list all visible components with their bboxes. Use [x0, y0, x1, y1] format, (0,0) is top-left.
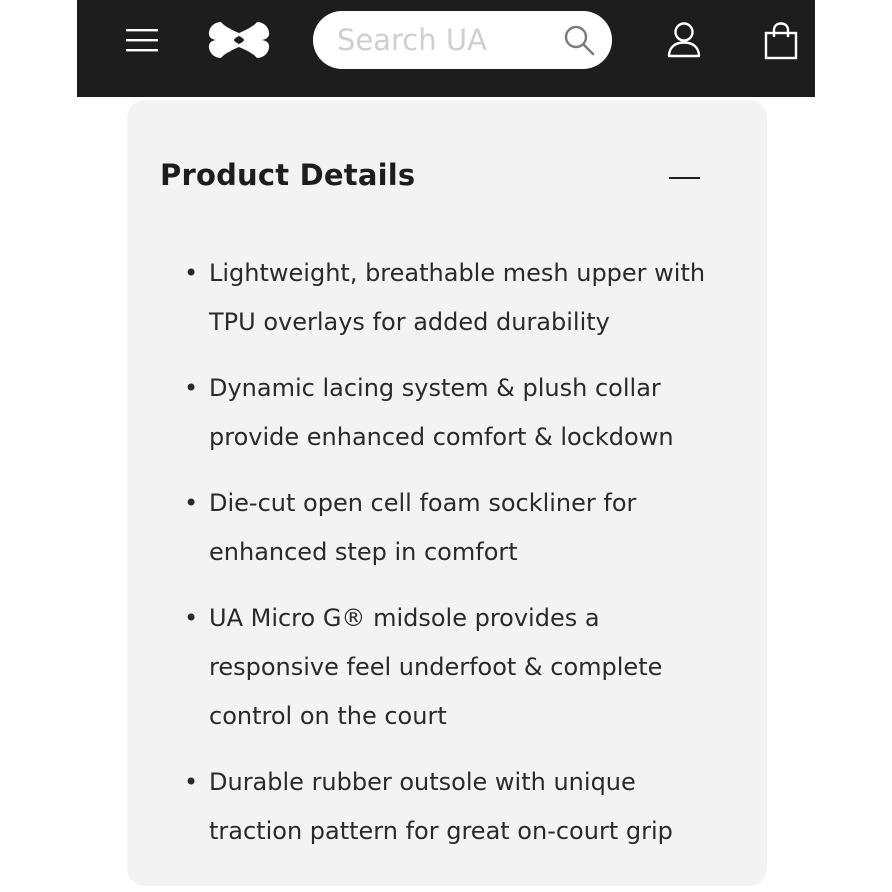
hamburger-menu-icon[interactable] — [124, 24, 162, 56]
product-details-title: Product Details — [160, 158, 416, 192]
feature-text: Durable rubber outsole with unique traction pattern for great on-court grip — [209, 768, 673, 845]
feature-text: Lightweight, breathable mesh upper with TPU overlays for added durability — [209, 259, 706, 336]
list-item — [184, 758, 744, 856]
shopping-bag-icon[interactable] — [763, 21, 799, 61]
list-item — [184, 364, 744, 462]
user-account-icon[interactable] — [664, 20, 704, 60]
feature-text: Dynamic lacing system & plush collar provide enhanced comfort & lockdown — [209, 374, 674, 451]
bullet-dot: • — [184, 768, 199, 796]
bullet-dot: • — [184, 604, 199, 632]
search-input[interactable] — [337, 20, 547, 60]
bullet-dot: • — [184, 259, 199, 287]
under-armour-logo[interactable] — [206, 20, 272, 60]
list-item — [184, 594, 744, 741]
feature-text: Die-cut open cell foam sockliner for enhanced step in comfort — [209, 489, 637, 566]
feature-text: UA Micro G® midsole provides a responsive feel underfoot & complete control on the court — [209, 604, 663, 730]
list-item — [184, 249, 744, 347]
bullet-dot: • — [184, 374, 199, 402]
list-item — [184, 479, 744, 577]
minus-collapse-icon[interactable] — [668, 166, 702, 190]
bullet-dot: • — [184, 489, 199, 517]
search-icon[interactable] — [563, 24, 595, 56]
